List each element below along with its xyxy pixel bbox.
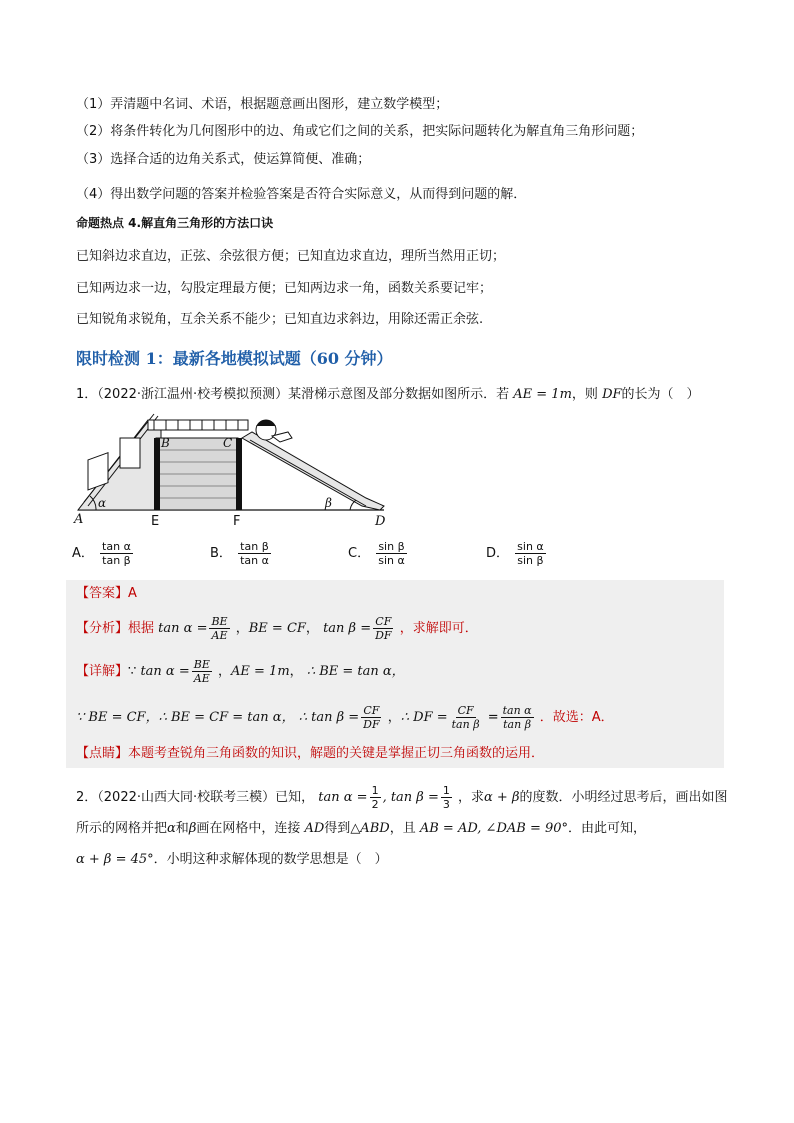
detail-chain: ，∴ BE = CF = tan α， [145,710,295,725]
rhyme-1: 已知斜边求直边，正弦、余弦很方便；已知直边求直边，理所当然用正切； [76,249,506,264]
option-d-num: sin α [517,540,544,553]
detail-line-2: ∵ BE = CF，∴ BE = CF = tan α， ∴ tan β = $\frac{CF}{DF}$ ，∴ DF = $\frac{CF}{\text{tan β}}$ = $\frac{\text{tan α}}{\text{tan β}}$ ．故选：A． [76,704,614,731]
option-a-letter: A． [72,546,94,561]
comment-line [76,745,544,763]
option-d-den: sin β [517,554,544,567]
analysis-pre: 根据 [128,621,155,636]
option-c-letter: C． [348,546,371,561]
step-1: （1）弄清题中名词、术语，根据题意画出图形，建立数学模型； [76,97,449,112]
label-F: F [233,514,241,529]
comment-tag: 【点睛】 [76,746,129,761]
q2-line1-tail: 的度数．小明经过思考后，画出如图 [519,790,728,805]
option-b-den: tan α [240,554,269,567]
section-title: 限时检测 1：最新各地模拟试题（60 分钟） [76,349,393,368]
answer-value: A [128,586,137,601]
step-2: （2）将条件转化为几何图形中的边、角或它们之间的关系，把实际问题转化为解直角三角形问题； [76,124,644,139]
q2-line2-pre: 所示的网格并把 [76,821,168,836]
q1-target: DF [602,387,622,402]
step-4: （4）得出数学问题的答案并检验答案是否符合实际意义，从而得到问题的解． [76,187,527,202]
detail-tag: 【详解】 [76,664,129,679]
option-b-num: tan β [240,540,269,553]
option-b-letter: B． [210,546,232,561]
rhyme-3: 已知锐角求锐角，互余关系不能少；已知直边求斜边，用除还需正余弦. [76,312,484,327]
detail-be-cf: ∵ BE = CF [76,710,146,725]
label-D: D [375,514,386,529]
q1-source: 1．（2022·浙江温州·校考模拟预测）某滑梯示意图及部分数据如图所示．若 [76,387,510,402]
q2-get: 得到 [324,821,351,836]
q2-line1-pre: 2．（2022·山西大同·校联考三模）已知， [76,790,315,805]
analysis-line: 【分析】根据 tan α = $\frac{BE}{AE}$ ，BE = CF， tan β = $\frac{CF}{DF}$ ，求解即可． [76,615,478,642]
q1-tail: 的长为（ ） [621,387,700,402]
label-beta: β [325,496,332,510]
answer-tag: 【答案】 [76,586,129,601]
label-B: B [161,436,170,450]
option-d-letter: D． [486,546,510,561]
detail-ae: AE = 1m [231,664,290,679]
analysis-tag: 【分析】 [76,621,129,636]
label-E: E [151,514,160,529]
q2-line3-tail: ．小明这种求解体现的数学思想是（ ） [153,852,388,867]
option-c-num: sin β [378,540,405,553]
comment-text: 本题考查锐角三角函数的知识，解题的关键是掌握正切三角函数的运用． [128,746,545,761]
q1-mid: ，则 [571,387,598,402]
rhyme-2: 已知两边求一边，勾股定理最方便；已知两边求一角，函数关系要记牢； [76,281,493,296]
since-symbol: ∵ [128,664,137,679]
q2-end: ．由此可知， [568,821,647,836]
option-c-den: sin α [378,554,405,567]
q2-eq: α + β = 45° [76,852,154,867]
answer-line [76,585,137,603]
q2-line2-mid: 和 [175,821,189,836]
option-d[interactable] [486,540,548,567]
step-3: （3）选择合适的边角关系式，使运算简便、准确； [76,152,371,167]
q2-line1-post: ，求 [458,790,485,805]
label-C: C [223,436,233,450]
slide-figure [66,410,396,532]
q1-stem [76,386,700,404]
q2-line-2: 所示的网格并把α和β画在网格中，连接 AD得到△ABD，且 AB = AD, ∠DAB = 90°．由此可知， [76,821,647,836]
q2-line-3 [76,851,388,869]
q2-line2-mid2: 画在网格中，连接 [196,821,301,836]
hot-point-title: 命题热点 4.解直角三角形的方法口诀 [76,216,274,230]
option-c[interactable] [348,540,409,567]
q2-and: ，且 [389,821,416,836]
q1-cond: AE = 1m [513,387,572,402]
option-a-num: tan α [102,540,131,553]
option-b[interactable] [210,540,273,567]
q2-triangle: △ABD [350,821,390,836]
label-alpha: α [98,496,107,510]
option-a-den: tan β [102,554,131,567]
label-A: A [74,512,84,527]
analysis-post: ，求解即可． [399,621,478,636]
detail-be-tan: ∴ BE = tan α， [306,664,405,679]
q2-line-1: 2．（2022·山西大同·校联考三模）已知， tan α = $\frac{1}{2}$ , tan β = $\frac{1}{3}$ ，求α + β的度数．小明经过思考后，画出如图 [76,784,728,811]
detail-line-1: 【详解】∵ tan α = $\frac{BE}{AE}$ ，AE = 1m， ∴ BE = tan α， [76,658,405,685]
detail-choose: ．故选：A． [539,710,614,725]
option-a[interactable] [72,540,135,567]
q2-ad: AD [304,821,325,836]
q2-cond: AB = AD, ∠DAB = 90° [419,821,569,836]
